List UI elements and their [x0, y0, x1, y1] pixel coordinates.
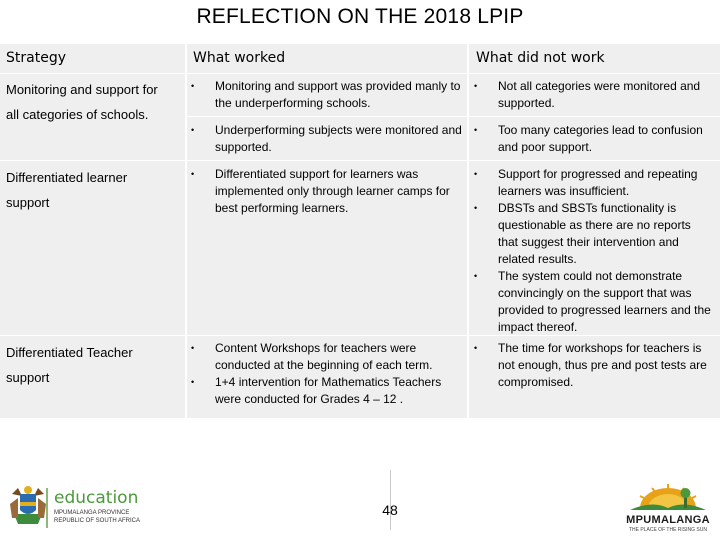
list-item: • DBSTs and SBSTs functionality is questionable as there are no reports that suggest their intervention and related results. — [474, 200, 714, 268]
worked-cell — [191, 166, 466, 335]
logo-separator — [46, 488, 48, 528]
list-item: • Content Workshops for teachers were conducted at the beginning of each term. — [191, 340, 466, 374]
not-worked-cell — [474, 340, 714, 418]
not-worked-cell — [474, 166, 714, 335]
list-item: • 1+4 intervention for Mathematics Teachers were conducted for Grades 4 – 12 . — [191, 374, 466, 408]
worked-cell — [191, 340, 466, 418]
list-item: • Not all categories were monitored and supported. — [474, 78, 714, 112]
list-item: • The time for workshops for teachers is not enough, thus pre and post tests are compromised. — [474, 340, 714, 391]
strategy-line: Differentiated learner — [6, 170, 128, 185]
footer-divider — [390, 470, 391, 530]
not-worked-cell — [474, 122, 714, 160]
strategy-cell — [6, 165, 186, 335]
worked-cell — [191, 78, 466, 116]
worked-cell — [191, 122, 466, 160]
not-worked-cell — [474, 78, 714, 116]
mpumalanga-logo — [622, 482, 714, 534]
strategy-cell — [6, 340, 186, 418]
country-text: REPUBLIC OF SOUTH AFRICA — [54, 518, 141, 524]
rising-sun-icon — [622, 482, 714, 512]
strategy-line: Differentiated Teacher — [6, 345, 133, 360]
table-header-row — [0, 44, 720, 73]
reflection-table — [0, 44, 720, 418]
page-number: 48 — [382, 502, 398, 518]
education-logo — [8, 484, 168, 532]
row-divider — [0, 335, 720, 336]
column-divider — [467, 44, 469, 418]
list-item: • Differentiated support for learners was implemented only through learner camps for best performing learners. — [191, 166, 466, 217]
table-row — [0, 117, 720, 160]
coat-of-arms-icon — [8, 484, 48, 530]
strategy-cell — [6, 77, 186, 122]
header-strategy: Strategy — [6, 50, 66, 66]
mpumalanga-tagline: THE PLACE OF THE RISING SUN — [629, 527, 707, 533]
list-item: • Underperforming subjects were monitored and supported. — [191, 122, 466, 156]
slide-title: REFLECTION ON THE 2018 LPIP — [196, 5, 524, 28]
list-item: • The system could not demonstrate convincingly on the support that was provided to progressed learners and the impact thereof. — [474, 268, 714, 336]
table-row — [0, 336, 720, 418]
table-row — [0, 74, 720, 122]
mpumalanga-wordmark: MPUMALANGA — [626, 514, 710, 526]
strategy-line: all categories of schools. — [6, 107, 149, 122]
strategy-line: Monitoring and support for — [6, 82, 158, 97]
list-item: • Too many categories lead to confusion and poor support. — [474, 122, 714, 156]
strategy-line: support — [6, 195, 50, 210]
row-divider — [0, 160, 720, 161]
row-divider — [186, 116, 720, 117]
header-what-did-not-work: What did not work — [476, 50, 605, 66]
row-divider — [0, 73, 720, 74]
list-item: • Monitoring and support was provided manly to the underperforming schools. — [191, 78, 466, 112]
education-wordmark: education — [54, 488, 139, 508]
table-row — [0, 161, 720, 335]
header-what-worked: What worked — [193, 50, 286, 66]
list-item: • Support for progressed and repeating learners was insufficient. — [474, 166, 714, 200]
title-bar — [0, 0, 720, 37]
province-text: MPUMALANGA PROVINCE — [54, 510, 130, 516]
column-divider — [185, 44, 187, 418]
strategy-line: support — [6, 370, 50, 385]
